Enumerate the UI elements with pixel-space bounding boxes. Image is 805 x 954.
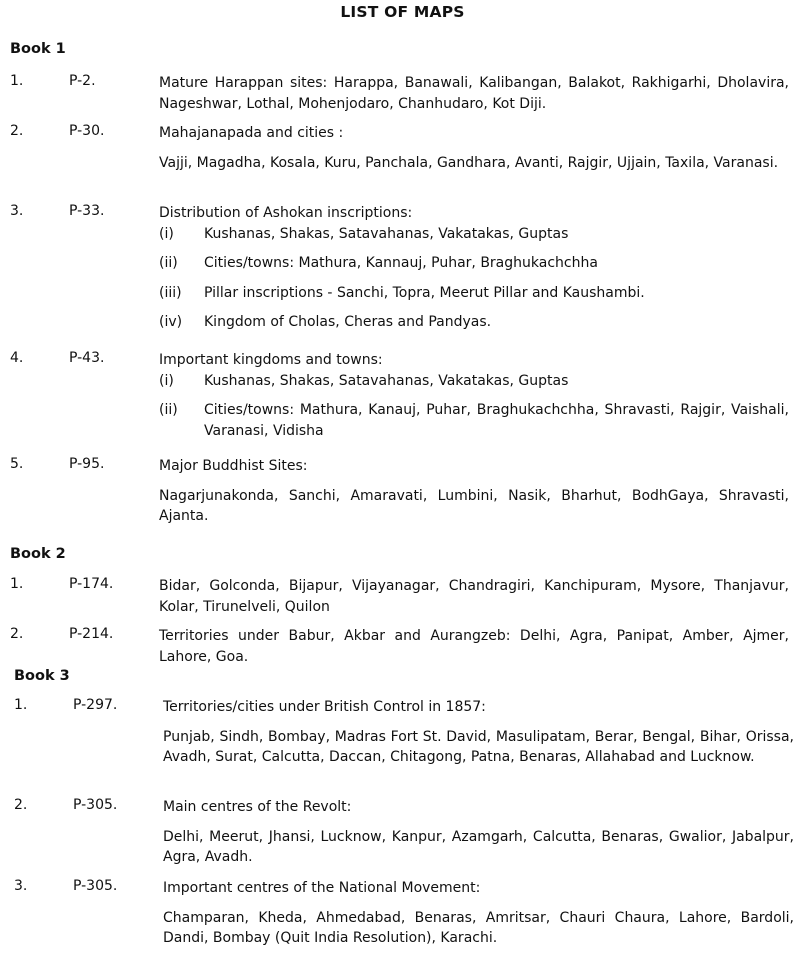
page-reference: P-95. — [69, 456, 105, 472]
page-reference: P-2. — [69, 73, 96, 89]
sub-item-text: Pillar inscriptions - Sanchi, Topra, Meerut Pillar and Kaushambi. — [204, 284, 645, 301]
entry-number: 1. — [10, 576, 24, 592]
page-reference: P-214. — [69, 626, 114, 642]
entry-detail: Champaran, Kheda, Ahmedabad, Benaras, Amritsar, Chauri Chaura, Lahore, Bardoli, Dandi, Bombay (Quit India Resolution), Karachi. — [163, 909, 794, 946]
entry-number: 3. — [14, 878, 28, 894]
entry-description — [159, 203, 789, 342]
entry-text: Important centres of the National Movement: — [163, 880, 481, 896]
entry-text: Territories/cities under British Control in 1857: — [163, 699, 486, 715]
sub-item — [159, 224, 789, 245]
sub-item-numeral: (iv) — [159, 314, 183, 330]
sub-item-numeral: (i) — [159, 225, 174, 242]
entry-description — [159, 123, 789, 173]
entry-number: 5. — [10, 456, 24, 472]
entry-detail: Vajji, Magadha, Kosala, Kuru, Panchala, Gandhara, Avanti, Rajgir, Ujjain, Taxila, Varanasi. — [159, 154, 779, 171]
entry-text: Territories under Babur, Akbar and Aurangzeb: Delhi, Agra, Panipat, Amber, Ajmer, Lahore, Goa. — [159, 628, 789, 665]
entry-text: Bidar, Golconda, Bijapur, Vijayanagar, Chandragiri, Kanchipuram, Mysore, Thanjavur, Kolar, Tirunelveli, Quilon — [159, 578, 789, 615]
entry-number: 1. — [10, 73, 24, 89]
entry-text: Distribution of Ashokan inscriptions: — [159, 205, 413, 221]
page-reference: P-305. — [73, 797, 118, 813]
entry-text: Important kingdoms and towns: — [159, 352, 383, 368]
sub-item-numeral: (i) — [159, 372, 174, 389]
sub-item — [159, 400, 789, 441]
entry-text: Mature Harappan sites: Harappa, Banawali, Kalibangan, Balakot, Rakhigarhi, Dholavira, Nageshwar, Lothal, Mohenjodaro, Chanhudaro, Kot Diji. — [159, 75, 789, 112]
entry-number: 1. — [14, 697, 28, 713]
page-title: LIST OF MAPS — [340, 3, 465, 21]
book-3-heading: Book 3 — [14, 668, 70, 684]
entry-detail: Nagarjunakonda, Sanchi, Amaravati, Lumbini, Nasik, Bharhut, BodhGaya, Shravasti, Ajanta. — [159, 487, 789, 524]
entry-description — [159, 73, 789, 114]
sub-item — [159, 312, 789, 333]
sub-item-numeral: (iii) — [159, 284, 182, 301]
sub-item-list — [159, 371, 789, 442]
sub-item-list — [159, 224, 789, 333]
sub-item-text: Cities/towns: Mathura, Kanauj, Puhar, Braghukachchha, Shravasti, Rajgir, Vaishali, Varanasi, Vidisha — [204, 402, 789, 439]
entry-number: 2. — [10, 626, 24, 642]
book-2-heading: Book 2 — [10, 546, 66, 562]
book-1-heading: Book 1 — [10, 41, 66, 57]
entry-text: Mahajanapada and cities : — [159, 125, 344, 141]
entry-description — [163, 697, 794, 768]
entry-description — [159, 350, 789, 450]
sub-item-text: Kushanas, Shakas, Satavahanas, Vakatakas, Guptas — [204, 225, 569, 242]
page-reference: P-30. — [69, 123, 105, 139]
sub-item-text: Kushanas, Shakas, Satavahanas, Vakatakas, Guptas — [204, 372, 569, 389]
entry-text: Major Buddhist Sites: — [159, 458, 308, 474]
sub-item — [159, 283, 789, 304]
entry-description — [159, 576, 789, 617]
page-reference: P-305. — [73, 878, 118, 894]
entry-description — [159, 456, 789, 527]
sub-item — [159, 253, 789, 274]
page-reference: P-297. — [73, 697, 118, 713]
page-reference: P-43. — [69, 350, 105, 366]
entry-number: 2. — [14, 797, 28, 813]
entry-description — [163, 878, 794, 949]
entry-text: Main centres of the Revolt: — [163, 799, 352, 815]
entry-detail: Punjab, Sindh, Bombay, Madras Fort St. David, Masulipatam, Berar, Bengal, Bihar, Orissa, Avadh, Surat, Calcutta, Daccan, Chitagong, Patna, Benaras, Allahabad and Lucknow. — [163, 728, 794, 765]
sub-item-text: Cities/towns: Mathura, Kannauj, Puhar, Braghukachchha — [204, 255, 598, 271]
entry-detail: Delhi, Meerut, Jhansi, Lucknow, Kanpur, Azamgarh, Calcutta, Benaras, Gwalior, Jabalpur, Agra, Avadh. — [163, 828, 794, 865]
entry-description — [163, 797, 794, 868]
entry-number: 3. — [10, 203, 24, 219]
sub-item — [159, 371, 789, 392]
sub-item-numeral: (ii) — [159, 402, 178, 418]
entry-number: 4. — [10, 350, 24, 366]
entry-description — [159, 626, 789, 667]
entry-number: 2. — [10, 123, 24, 139]
page-reference: P-33. — [69, 203, 105, 219]
sub-item-text: Kingdom of Cholas, Cheras and Pandyas. — [204, 314, 492, 330]
sub-item-numeral: (ii) — [159, 255, 178, 271]
page-reference: P-174. — [69, 576, 114, 592]
